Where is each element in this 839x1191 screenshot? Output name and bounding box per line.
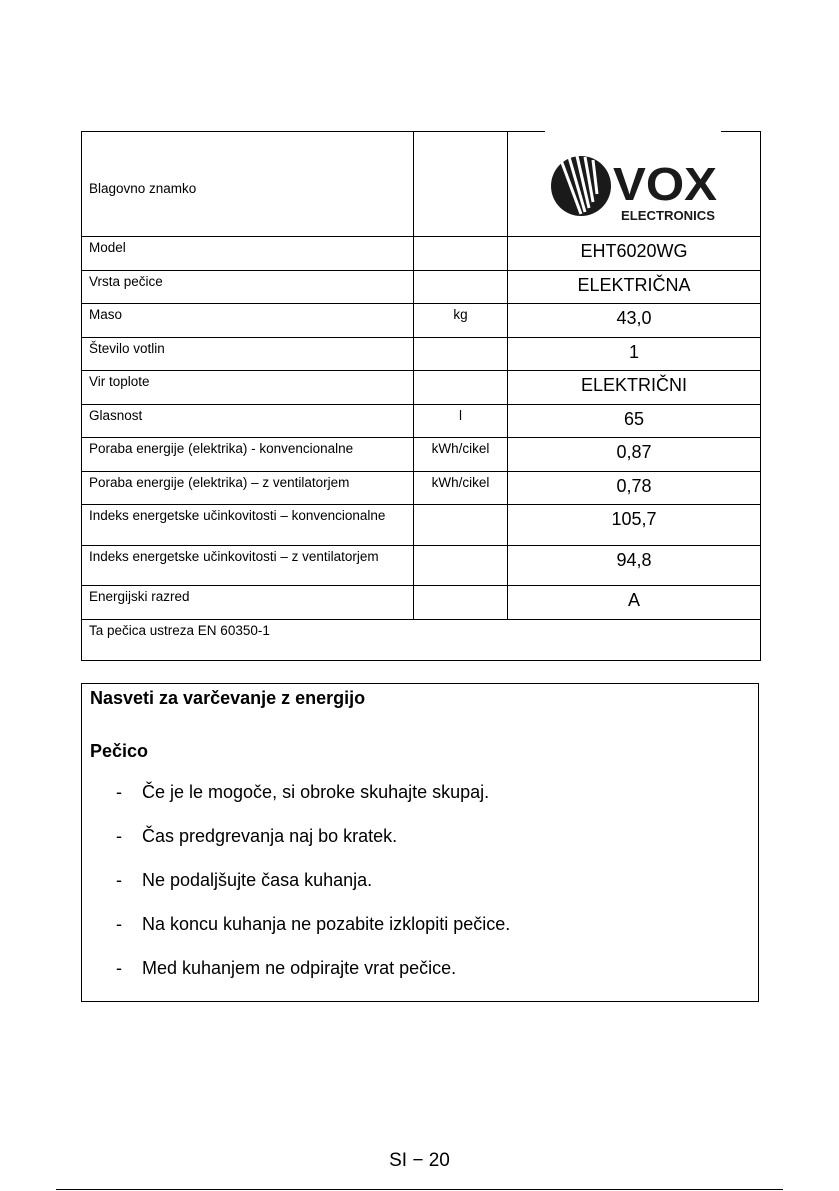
standard-note: Ta pečica ustreza EN 60350-1 (82, 620, 761, 661)
svg-text:ELECTRONICS: ELECTRONICS (621, 208, 716, 223)
spec-row (82, 237, 761, 271)
spec-unit: kg (414, 304, 508, 338)
spec-row (82, 546, 761, 586)
footer-rule (56, 1189, 783, 1190)
svg-text:VOX: VOX (613, 158, 718, 210)
spec-label: Indeks energetske učinkovitosti – z ventilatorjem (82, 546, 414, 586)
brand-logo-cell (508, 132, 761, 237)
tip-item: - Če je le mogoče, si obroke skuhajte skupaj. (116, 782, 490, 802)
spec-unit (414, 586, 508, 620)
spec-value: 0,87 (508, 438, 761, 472)
spec-value: 105,7 (508, 505, 761, 546)
spec-value: EHT6020WG (508, 237, 761, 271)
spec-row (82, 586, 761, 620)
spec-label: Maso (82, 304, 414, 338)
spec-row (82, 405, 761, 438)
spec-label: Indeks energetske učinkovitosti – konvencionalne (82, 505, 414, 546)
vox-logo (549, 146, 719, 226)
spec-row (82, 304, 761, 338)
spec-row (82, 472, 761, 505)
spec-value: ELEKTRIČNA (508, 271, 761, 304)
spec-unit (414, 546, 508, 586)
spec-label: Energijski razred (82, 586, 414, 620)
spec-value: 1 (508, 338, 761, 371)
spec-label: Poraba energije (elektrika) - konvencionalne (82, 438, 414, 472)
spec-value: A (508, 586, 761, 620)
spec-label: Vrsta pečice (82, 271, 414, 304)
spec-row (82, 438, 761, 472)
spec-unit: kWh/cikel (414, 438, 508, 472)
footnote-row (82, 620, 761, 661)
spec-label: Vir toplote (82, 371, 414, 405)
spec-value: 94,8 (508, 546, 761, 586)
spec-unit (414, 505, 508, 546)
spec-unit (414, 371, 508, 405)
spec-table (81, 131, 761, 661)
spec-unit (414, 338, 508, 371)
spec-unit: l (414, 405, 508, 438)
tip-item: - Ne podaljšujte časa kuhanja. (116, 870, 373, 890)
spec-value: 0,78 (508, 472, 761, 505)
tip-item: - Čas predgrevanja naj bo kratek. (116, 826, 398, 846)
spec-value: 65 (508, 405, 761, 438)
spec-label: Model (82, 237, 414, 271)
spec-value: 43,0 (508, 304, 761, 338)
brand-row (82, 132, 761, 237)
spec-label: Glasnost (82, 405, 414, 438)
spec-value: ELEKTRIČNI (508, 371, 761, 405)
spec-label: Število votlin (82, 338, 414, 371)
tips-list (116, 782, 510, 1002)
page-number: SI − 20 (389, 1150, 450, 1171)
spec-row (82, 338, 761, 371)
energy-tips-box (81, 683, 759, 1002)
spec-unit (414, 271, 508, 304)
tips-subtitle: Pečico (90, 741, 149, 761)
spec-unit (414, 237, 508, 271)
brand-label: Blagovno znamko (82, 132, 414, 237)
tip-item: - Na koncu kuhanja ne pozabite izklopiti pečice. (116, 914, 511, 934)
tips-title: Nasveti za varčevanje z energijo (90, 688, 366, 708)
spec-label: Poraba energije (elektrika) – z ventilatorjem (82, 472, 414, 505)
spec-row (82, 271, 761, 304)
spec-unit: kWh/cikel (414, 472, 508, 505)
tip-item: - Med kuhanjem ne odpirajte vrat pečice. (116, 958, 457, 978)
spec-row (82, 371, 761, 405)
spec-row (82, 505, 761, 546)
